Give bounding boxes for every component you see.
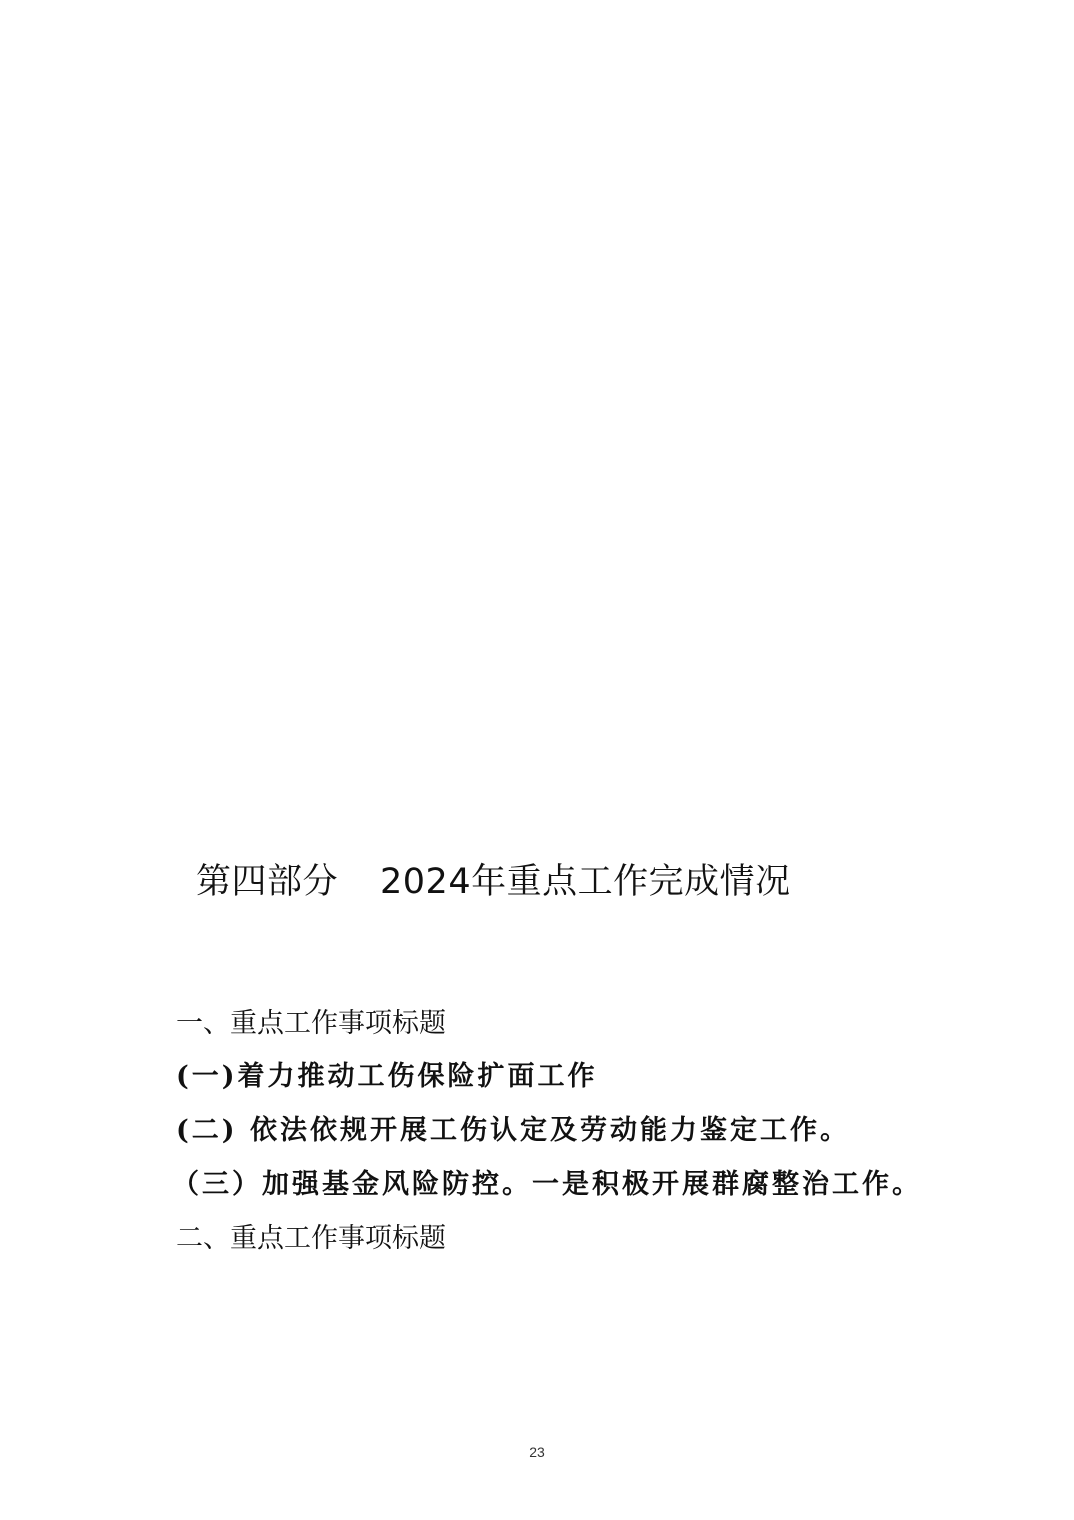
page-number: 23 — [529, 1444, 545, 1460]
part-title — [196, 852, 791, 912]
section-heading-2: 二、重点工作事项标题 — [176, 1223, 446, 1254]
section-heading-1: 一、重点工作事项标题 — [176, 1008, 446, 1039]
subsection-1: (一)着力推动工伤保险扩面工作 — [176, 1061, 598, 1092]
part-title-text: 2024年重点工作完成情况 — [380, 862, 791, 902]
part-label: 第四部分 — [196, 862, 339, 902]
subsection-2: (二) 依法依规开展工伤认定及劳动能力鉴定工作。 — [176, 1115, 850, 1146]
subsection-3: （三）加强基金风险防控。一是积极开展群腐整治工作。 — [172, 1169, 922, 1200]
